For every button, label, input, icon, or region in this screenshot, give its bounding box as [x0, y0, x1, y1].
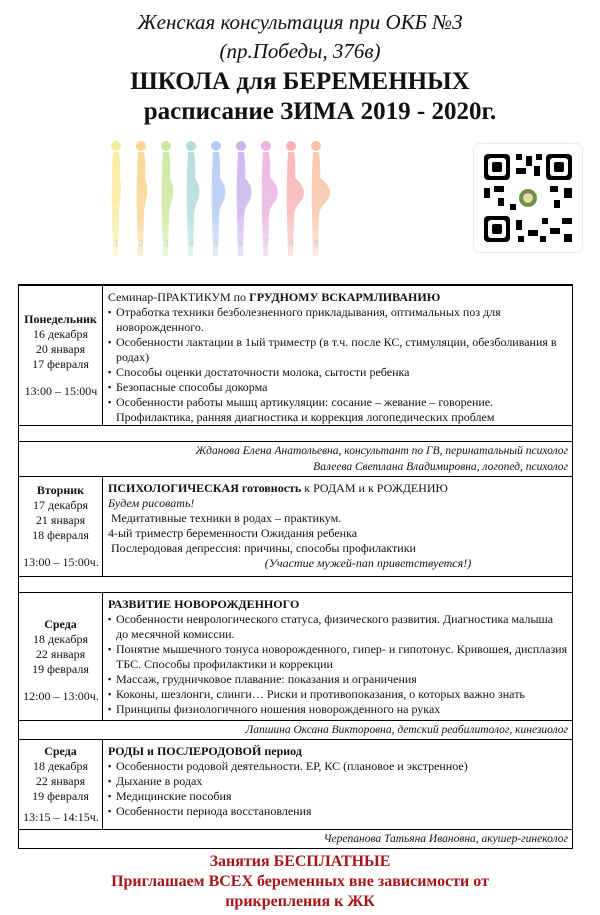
clinic-name: Женская консультация при ОКБ №3	[137, 10, 463, 34]
session-title-main: ПСИХОЛОГИЧЕСКАЯ готовность	[108, 481, 302, 495]
list-item: ▪ Особенности неврологического статуса, физического развития. Диагностика малыша до месячной комиссии.	[108, 612, 568, 642]
speaker: Валеева Светлана Владимировна, логопед, психолог	[313, 461, 568, 473]
date: 18 декабря	[32, 632, 89, 646]
date: 19 февраля	[32, 789, 89, 803]
session-content	[103, 740, 572, 821]
session-title-prefix: Семинар-ПРАКТИКУМ по	[108, 290, 250, 304]
page-subtitle: расписание ЗИМА 2019 - 2020г.	[143, 98, 497, 125]
session-content	[103, 286, 572, 427]
day-cell	[19, 477, 103, 576]
list-item: ▪ Особенности лактации в 1ый триместр (в т.ч. после КС, стимуляции, обезболивания в родах)	[108, 335, 568, 365]
date: 21 января	[35, 513, 86, 527]
qr-code-image	[474, 144, 582, 252]
list-item: ▪ Особенности родовой деятельности. ЕР, КС (плановое и экстренное)	[108, 759, 568, 774]
date: 17 февраля	[32, 357, 89, 371]
list-item: ▪ Понятие мышечного тонуса новорожденного, гипер- и гипотонус. Кривошея, дисплазия ТБС. Способы профилактики и коррекции	[108, 642, 568, 672]
date: 22 января	[35, 647, 86, 661]
session-title	[108, 481, 568, 496]
schedule-row-breastfeeding	[19, 286, 572, 426]
day-name: Среда	[44, 617, 77, 631]
day-name: Понедельник	[24, 312, 97, 326]
session-time: 13:15 – 14:15ч.	[23, 810, 99, 824]
speaker-row	[19, 442, 572, 477]
session-title	[108, 597, 568, 612]
spacer-row	[19, 426, 572, 442]
session-title	[108, 744, 568, 759]
schedule-row-birth	[19, 740, 572, 830]
day-cell	[19, 286, 103, 425]
session-time: 13:00 – 15:00ч	[24, 384, 98, 398]
footer-notice	[0, 852, 600, 912]
date: 22 января	[35, 774, 86, 788]
list-item: ▪ Отработка техники безболезненного прикладывания, оптимальных поз для новорожденного.	[108, 305, 568, 335]
session-content	[103, 477, 572, 573]
date: 18 февраля	[32, 528, 89, 542]
day-name: Среда	[44, 744, 77, 758]
topic-list	[108, 759, 568, 819]
session-title	[108, 290, 568, 305]
session-title-suffix: к РОДАМ и к РОЖДЕНИЮ	[301, 481, 448, 495]
speaker: Черепанова Татьяна Ивановна, акушер-гинеколог	[323, 833, 568, 845]
list-item: ▪ Безопасные способы докорма	[108, 380, 568, 395]
schedule-table	[18, 284, 573, 849]
list-item: ▪ Дыхание в родах	[108, 774, 568, 789]
footer-free: Занятия БЕСПЛАТНЫЕ	[209, 853, 391, 870]
session-title-main: РАЗВИТИЕ НОВОРОЖДЕННОГО	[108, 597, 300, 611]
date: 18 декабря	[32, 759, 89, 773]
qr-code[interactable]	[474, 144, 582, 252]
footer-invite: Приглашаем ВСЕХ беременных вне зависимости от	[111, 873, 489, 890]
list-item: ▪ Медицинские пособия	[108, 789, 568, 804]
date: 20 января	[35, 342, 86, 356]
list-item: ▪ Принципы физиологичного ношения новорожденного на руках	[108, 702, 568, 717]
list-item: ▪ Особенности периода восстановления	[108, 804, 568, 819]
topic-list	[108, 305, 568, 425]
date: 16 декабря	[32, 327, 89, 341]
clinic-address: (пр.Победы, 376в)	[219, 39, 381, 63]
list-item: ▪ Коконы, шезлонги, слинги… Риски и противопоказания, о которых важно знать	[108, 687, 568, 702]
session-time: 12:00 – 13:00ч.	[23, 689, 99, 703]
day-name: Вторник	[36, 483, 85, 497]
list-item: ▪ Массаж, грудничковое плавание: показания и ограничения	[108, 672, 568, 687]
session-title-main: РОДЫ и ПОСЛЕРОДОВОЙ период	[108, 744, 302, 758]
spacer-row	[19, 577, 572, 593]
footer-invite-cont: прикрепления к ЖК	[225, 893, 375, 910]
day-cell	[19, 593, 103, 720]
schedule-row-psychology	[19, 477, 572, 577]
speaker: Лапшина Оксана Викторовна, детский реабилитолог, кинезиолог	[245, 724, 568, 736]
date: 19 февраля	[32, 662, 89, 676]
session-content	[103, 593, 572, 719]
header	[0, 8, 600, 127]
session-note: (Участие мужей-пап приветствуется!)	[264, 556, 472, 570]
topic-line: Послеродовая депрессия: причины, способы профилактики	[111, 541, 416, 555]
page-title: ШКОЛА для БЕРЕМЕННЫХ	[130, 68, 470, 95]
session-time: 13:00 – 15:00ч.	[23, 555, 99, 569]
speaker: Жданова Елена Анатольевна, консультант по ГВ, перинатальный психолог	[195, 445, 568, 457]
speaker-row	[19, 830, 572, 848]
fade-overlay	[100, 136, 340, 281]
speaker-row	[19, 721, 572, 740]
list-item: ▪ Особенности работы мышц артикуляции: сосание – жевание – говорение. Профилактика, ранняя диагностика и коррекция логопедических проблем	[108, 395, 568, 425]
topic-line: Медитативные техники в родах – практикум.	[111, 511, 342, 525]
date: 17 декабря	[32, 498, 89, 512]
day-cell	[19, 740, 103, 829]
topic-line: 4-ый триместр беременности Ожидания ребенка	[108, 526, 358, 540]
list-item: ▪ Способы оценки достаточности молока, сытости ребенка	[108, 365, 568, 380]
session-title-main: ГРУДНОМУ ВСКАРМЛИВАНИЮ	[249, 290, 441, 304]
schedule-row-newborn	[19, 593, 572, 721]
pregnancy-silhouettes-illustration	[100, 136, 340, 281]
session-note: Будем рисовать!	[108, 496, 195, 510]
topic-list	[108, 612, 568, 717]
